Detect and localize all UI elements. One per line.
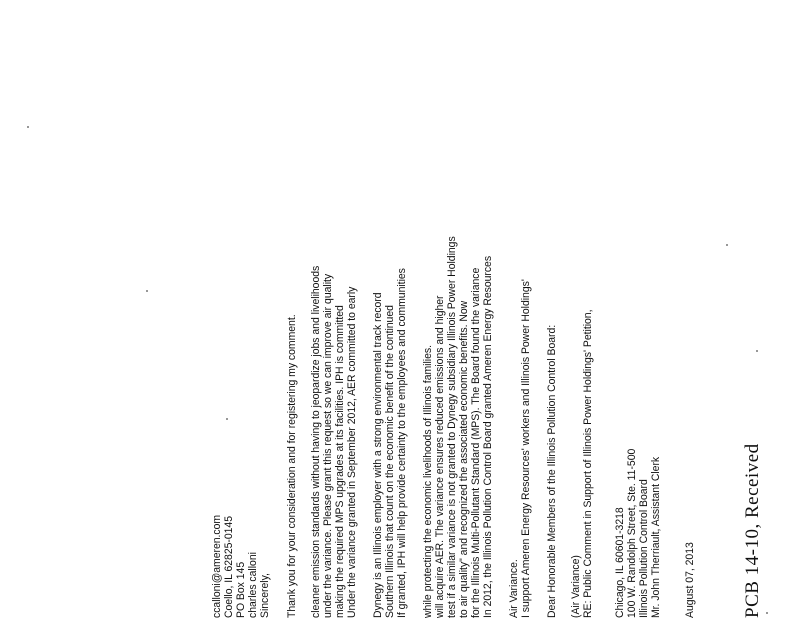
signature-email: ccalloni@ameren.com xyxy=(211,514,223,618)
rotated-letter-page xyxy=(185,0,800,618)
body-line: test if a similar variance is not granted to Dynegy subsidiary Illinois Power Holdings xyxy=(446,236,458,618)
body-line: Air Variance. xyxy=(508,559,520,618)
body-line: making the required MPS upgrades at its facilities. IPH is committed xyxy=(334,305,346,618)
scan-speck xyxy=(766,612,768,614)
body-line: Dynegy is an Illinois employer with a strong environmental track record xyxy=(372,292,384,618)
body-line: In 2012, the Illinois Pollution Control Board granted Ameren Energy Resources xyxy=(482,255,494,618)
body-line: while protecting the economic livelihoods of Illinois families. xyxy=(422,345,434,618)
body-line: cleaner emission standards without having to jeopardize jobs and livelihoods xyxy=(310,265,322,618)
body-line: will acquire AER. The variance ensures reduced emissions and higher xyxy=(434,295,446,618)
body-line: under the variance. Please grant this request so we can improve air quality xyxy=(322,273,334,618)
body-line: I support Ameren Energy Resources' workers and Illinois Power Holdings' xyxy=(520,279,532,618)
recipient-line: Chicago, IL 60601-3218 xyxy=(614,507,626,618)
body-line: If granted, IPH will help provide certainty to the employees and communities xyxy=(396,268,408,618)
body-line: Under the variance granted in September 2012, AER committed to early xyxy=(346,286,358,618)
received-stamp: PCB 14-10, Received xyxy=(742,443,763,618)
recipient-line: Illinois Pollution Control Board xyxy=(638,479,650,618)
closing: Sincerely, xyxy=(259,573,271,618)
signature-line: Coello, IL 62825-0145 xyxy=(223,515,235,618)
letter-date: August 07, 2013 xyxy=(684,542,696,618)
scan-speck xyxy=(756,350,758,352)
scan-speck xyxy=(27,126,29,128)
scan-speck xyxy=(726,244,728,246)
recipient-line: 100 W. Randolph Street, Ste. 11-500 xyxy=(626,448,638,618)
recipient-line: Mr. John Therriault, Assistant Clerk xyxy=(650,456,662,618)
salutation: Dear Honorable Members of the Illinois Pollution Control Board: xyxy=(546,324,558,618)
scan-speck xyxy=(226,418,228,420)
signature-line: charles calloni xyxy=(247,552,259,618)
subject-text: RE: Public Comment in Support of Illinois Power Holdings' Petition, xyxy=(582,309,594,618)
body-line: Southern Illinois that count on the economic benefit of the continued xyxy=(384,305,396,618)
body-line: for the Illinois Multi-Pollutant Standard (MPS). The Board found the variance xyxy=(470,267,482,618)
body-line: Thank you for your consideration and for registering my comment. xyxy=(286,314,298,618)
signature-line: PO Box 145 xyxy=(235,561,247,618)
body-line: to air quality" and recognized the associated economic benefits. Now xyxy=(458,300,470,618)
subject-text: (Air Variance) xyxy=(570,555,582,618)
scan-speck xyxy=(146,290,148,292)
